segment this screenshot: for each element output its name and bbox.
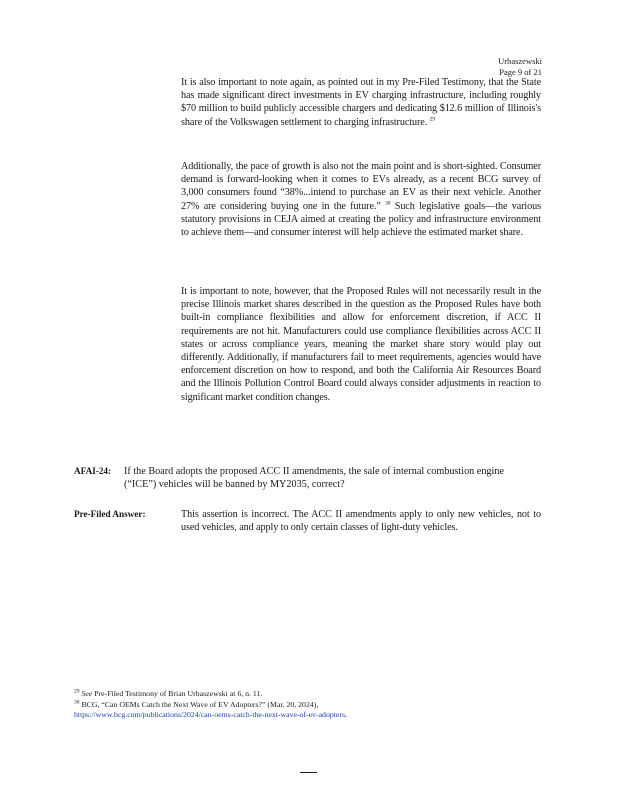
answer-text: This assertion is incorrect. The ACC II amendments apply to only new vehicles, not to used vehicles, and apply to only certain classes of light-duty vehicles. [181,509,541,534]
question-body: If the Board adopts the proposed ACC II amendments, the sale of internal combustion engine (“ICE”) vehicles will be banned by MY2035, correct? [124,466,504,491]
footnote-text: Pre-Filed Testimony of Brian Urbaszewski at 6, n. 11. [94,689,263,698]
footnotes [74,689,454,721]
footnote-number: 30 [74,698,80,705]
footnote-ref[interactable]: 30 [385,200,391,207]
footnote-text: BCG, “Can OEMs Catch the Next Wave of EV Adopters?” (Mar. 20, 2024), [81,699,319,709]
footnote-29 [74,689,454,700]
footnote-number: 29 [74,688,80,695]
paragraph-compliance-flexibility [181,285,541,404]
header-author: Urbaszewski [498,56,542,66]
footnote-ref[interactable]: 29 [429,116,435,123]
page-header [498,56,542,77]
header-page-number: Page 9 of 21 [499,66,542,77]
paragraph-text-continued: Such legislative goals—the various statutory provisions in CEJA aimed at creating the policy and infrastructure environment to achieve them—and consumer interest will help achieve the estimated market share. [181,200,541,239]
question-text [124,465,530,491]
question-label: AFAI-24: [74,466,112,476]
footnote-see: See [81,689,93,698]
paragraph-text: Additionally, the pace of growth is also not the main point and is short-sighted. Consumer demand is forward-looking when it comes to EVs already, as a recent BCG survey of 3,000 consumers found “38%...intend to purchase an EV as their next vehicle. Another 27% are considering buying one in the future.” [181,161,541,212]
paragraph-text: It is important to note, however, that the Proposed Rules will not necessarily result in the precise Illinois market shares described in the question as the Proposed Rules have both built-in compliance flexibilities and allow for enforcement discretion, if ACC II requirements are not hit. Manufacturers could use compliance flexibilities across ACC II states or across compliance years, meaning the market share story would play out differently. Additionally, if manufacturers fail to meet requirements, agencies would have enforcement discretion on how to respond, and both the California Air Resources Board and the Illinois Pollution Control Board could always consider adjustments in reaction to significant market condition changes. [181,286,541,403]
paragraph-investments [181,76,541,129]
paragraph-consumer-demand [181,160,541,239]
footnote-link-suffix: . [345,710,347,719]
footnote-link[interactable]: https://www.bcg.com/publications/2024/can-oems-catch-the-next-wave-of-ev-adopters [74,710,345,719]
footer-divider [300,772,317,773]
answer-label: Pre-Filed Answer: [74,509,146,519]
footnote-30 [74,700,454,721]
paragraph-text: It is also important to note again, as pointed out in my Pre-Filed Testimony, that the State has made significant direct investments in EV charging infrastructure, including roughly $70 million to build publicly accessible chargers and dedicating $12.6 million of Illinois's share of the Volkswagen settlement to charging infrastructure. [181,77,541,128]
